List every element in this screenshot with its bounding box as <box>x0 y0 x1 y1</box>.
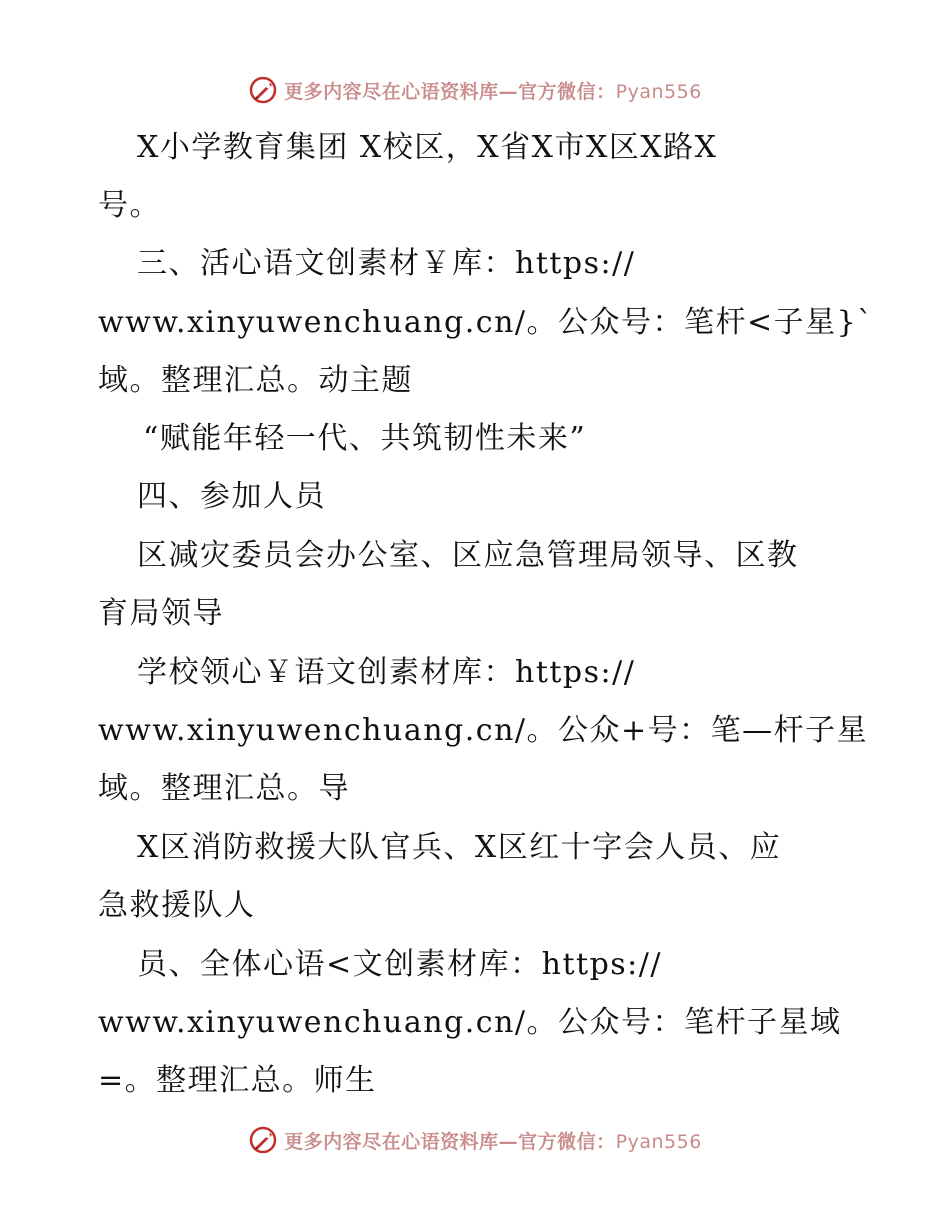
body-line: 急救援队人 <box>98 888 256 923</box>
banner-wechat-id: Pyan556 <box>615 80 702 103</box>
body-line: www.xinyuwenchuang.cn/。公众号：笔杆<子星}` <box>98 305 874 340</box>
body-line: www.xinyuwenchuang.cn/。公众+号：笔—杆子星 <box>98 713 869 748</box>
banner-text: 更多内容尽在心语资料库—官方微信：Pyan556 <box>284 80 702 103</box>
body-line: X小学教育集团 X校区，X省X市X区X路X <box>137 130 718 165</box>
footer-banner <box>0 1120 950 1160</box>
body-line: www.xinyuwenchuang.cn/。公众号：笔杆子星域 <box>98 1005 842 1040</box>
body-line: 域。整理汇总。动主题 <box>98 363 413 398</box>
quill-pen-icon <box>248 1125 278 1155</box>
body-line: 学校领心￥语文创素材库：https:// <box>137 655 636 690</box>
body-line: 区减灾委员会办公室、区应急管理局领导、区教 <box>137 538 799 573</box>
body-line: 四、参加人员 <box>137 479 326 514</box>
body-line: “赋能年轻一代、共筑韧性未来” <box>143 421 587 456</box>
body-line: 号。 <box>98 188 161 223</box>
body-line: 育局领导 <box>98 596 224 631</box>
body-line: =。整理汇总。师生 <box>98 1063 377 1098</box>
body-line: 员、全体心语<文创素材库：https:// <box>137 947 662 982</box>
body-line: X区消防救援大队官兵、X区红十字会人员、应 <box>137 830 782 865</box>
banner-text: 更多内容尽在心语资料库—官方微信：Pyan556 <box>284 1130 702 1153</box>
banner-wechat-id: Pyan556 <box>615 1130 702 1153</box>
body-line: 域。整理汇总。导 <box>98 771 350 806</box>
body-line: 三、活心语文创素材￥库：https:// <box>137 246 636 281</box>
